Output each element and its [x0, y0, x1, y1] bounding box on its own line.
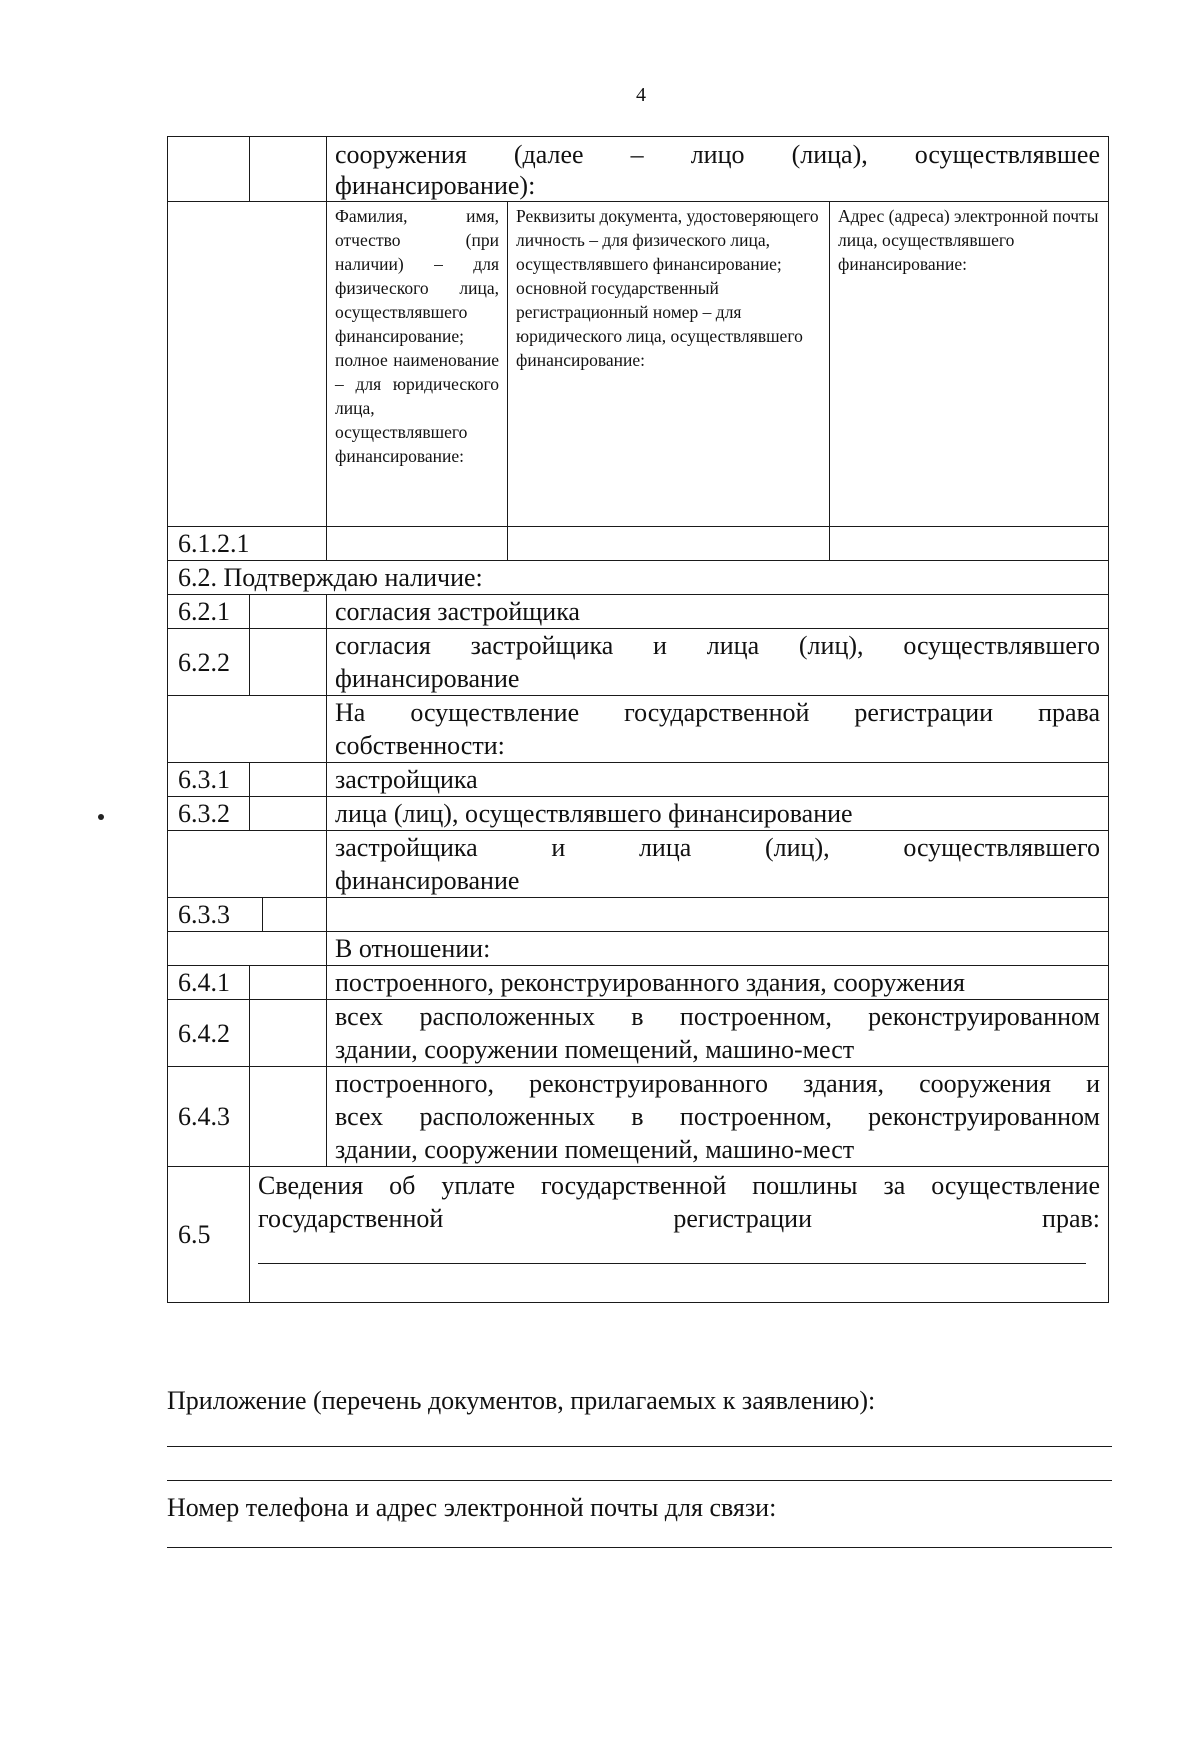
row-6-4-3-number: 6.4.3 [168, 1067, 250, 1167]
row-6-3-3-checkbox[interactable] [263, 898, 327, 932]
payment-details-line[interactable] [258, 1237, 1086, 1264]
row-6-3-1-checkbox[interactable] [250, 763, 327, 797]
page-number: 4 [636, 84, 646, 106]
row-6-1-2-1-name-field[interactable] [327, 527, 508, 561]
row-6-2-2-number: 6.2.2 [168, 629, 250, 696]
financing-header-row [168, 137, 1109, 202]
row-6-5-line2: государственной регистрации прав: [258, 1204, 1100, 1233]
row-6-4-header-text: В отношении: [327, 932, 1109, 966]
row-6-1-2-1-document-field[interactable] [508, 527, 830, 561]
row-6-4-2-text [327, 1000, 1109, 1067]
row-6-3-2-number: 6.3.2 [168, 797, 250, 831]
row-6-5-content [250, 1167, 1109, 1303]
row-6-1-2-1-number: 6.1.2.1 [168, 527, 327, 561]
row-6-3-header [168, 696, 1109, 763]
financing-header-line2: финансирование): [335, 171, 536, 200]
row-6-5-line1: Сведения об уплате государственной пошлины за осуществление [258, 1171, 1100, 1200]
row-6-4-2-number: 6.4.2 [168, 1000, 250, 1067]
scan-dot [98, 814, 104, 820]
row-6-3-2-continued-text [327, 831, 1109, 898]
row-6-4-2-line1: всех расположенных в построенном, реконструированном [335, 1002, 1100, 1031]
row-6-2 [168, 561, 1109, 595]
row-6-4-3 [168, 1067, 1109, 1167]
row-6-4-2-line2: здании, сооружении помещений, машино-мест [335, 1035, 855, 1064]
header-num-cell [168, 137, 250, 202]
financing-subheader-row [168, 202, 1109, 527]
row-6-3-1 [168, 763, 1109, 797]
row-6-4-3-line2: всех расположенных в построенном, реконструированном [335, 1102, 1100, 1131]
row-6-2-text: 6.2. Подтверждаю наличие: [168, 561, 1109, 595]
row-6-2-2-line1: согласия застройщика и лица (лиц), осуществлявшего [335, 631, 1100, 660]
row-6-2-1-number: 6.2.1 [168, 595, 250, 629]
row-6-3-header-spacer [168, 696, 327, 763]
row-6-4-3-checkbox[interactable] [250, 1067, 327, 1167]
row-6-3-3 [168, 898, 1109, 932]
row-6-2-2 [168, 629, 1109, 696]
row-6-5 [168, 1167, 1109, 1303]
row-6-4-header [168, 932, 1109, 966]
row-6-3-2-continued-line1: застройщика и лица (лиц), осуществлявшего [335, 833, 1100, 862]
row-6-3-2-continued-spacer [168, 831, 327, 898]
row-6-4-3-line3: здании, сооружении помещений, машино-мест [335, 1135, 855, 1164]
row-6-1-2-1-email-field[interactable] [830, 527, 1109, 561]
subheader-document-column: Реквизиты документа, удостоверяющего личность – для физического лица, осуществлявшего финансирование; основной государственный регистрационный номер – для юридического лица, осуществлявшего финансирование: [508, 202, 830, 527]
row-6-2-1-checkbox[interactable] [250, 595, 327, 629]
row-6-2-2-text [327, 629, 1109, 696]
row-6-3-2-checkbox[interactable] [250, 797, 327, 831]
row-6-4-3-line1: построенного, реконструированного здания, сооружения и [335, 1069, 1100, 1098]
header-checkbox-cell[interactable] [250, 137, 327, 202]
row-6-5-number: 6.5 [168, 1167, 250, 1303]
row-6-3-header-line1: На осуществление государственной регистрации права [335, 698, 1100, 727]
row-6-3-1-number: 6.3.1 [168, 763, 250, 797]
row-6-4-1-number: 6.4.1 [168, 966, 250, 1000]
row-6-1-2-1 [168, 527, 1109, 561]
row-6-3-header-line2: собственности: [335, 731, 505, 760]
row-6-4-header-spacer [168, 932, 327, 966]
attachments-line-1[interactable] [167, 1446, 1112, 1447]
row-6-4-1-text: построенного, реконструированного здания, сооружения [327, 966, 1109, 1000]
subheader-spacer [168, 202, 327, 527]
row-6-3-2-text: лица (лиц), осуществлявшего финансирование [327, 797, 1109, 831]
contact-line[interactable] [167, 1547, 1112, 1548]
row-6-3-2-continued-line2: финансирование [335, 866, 520, 895]
row-6-4-2-checkbox[interactable] [250, 1000, 327, 1067]
row-6-3-3-field[interactable] [327, 898, 1109, 932]
subheader-email-column: Адрес (адреса) электронной почты лица, осуществлявшего финансирование: [830, 202, 1109, 527]
row-6-2-2-line2: финансирование [335, 664, 520, 693]
row-6-4-3-text [327, 1067, 1109, 1167]
financing-header-text [327, 137, 1109, 202]
row-6-2-1-text: согласия застройщика [327, 595, 1109, 629]
row-6-2-2-checkbox[interactable] [250, 629, 327, 696]
row-6-4-2 [168, 1000, 1109, 1067]
row-6-3-3-number: 6.3.3 [168, 898, 263, 932]
application-form-table [167, 136, 1109, 1303]
row-6-3-2-continued [168, 831, 1109, 898]
subheader-name-column: Фамилия, имя, отчество (при наличии) – для физического лица, осуществлявшего финансирование; полное наименование – для юридического лица, осуществлявшего финансирование: [327, 202, 508, 527]
row-6-3-2 [168, 797, 1109, 831]
row-6-2-1 [168, 595, 1109, 629]
attachments-line-2[interactable] [167, 1480, 1112, 1481]
row-6-4-1-checkbox[interactable] [250, 966, 327, 1000]
row-6-4-1 [168, 966, 1109, 1000]
attachments-label: Приложение (перечень документов, прилагаемых к заявлению): [167, 1386, 876, 1415]
financing-header-line1: сооружения (далее – лицо (лица), осуществлявшее [335, 140, 1100, 169]
row-6-3-header-text [327, 696, 1109, 763]
contact-label: Номер телефона и адрес электронной почты для связи: [167, 1493, 777, 1522]
row-6-3-1-text: застройщика [327, 763, 1109, 797]
